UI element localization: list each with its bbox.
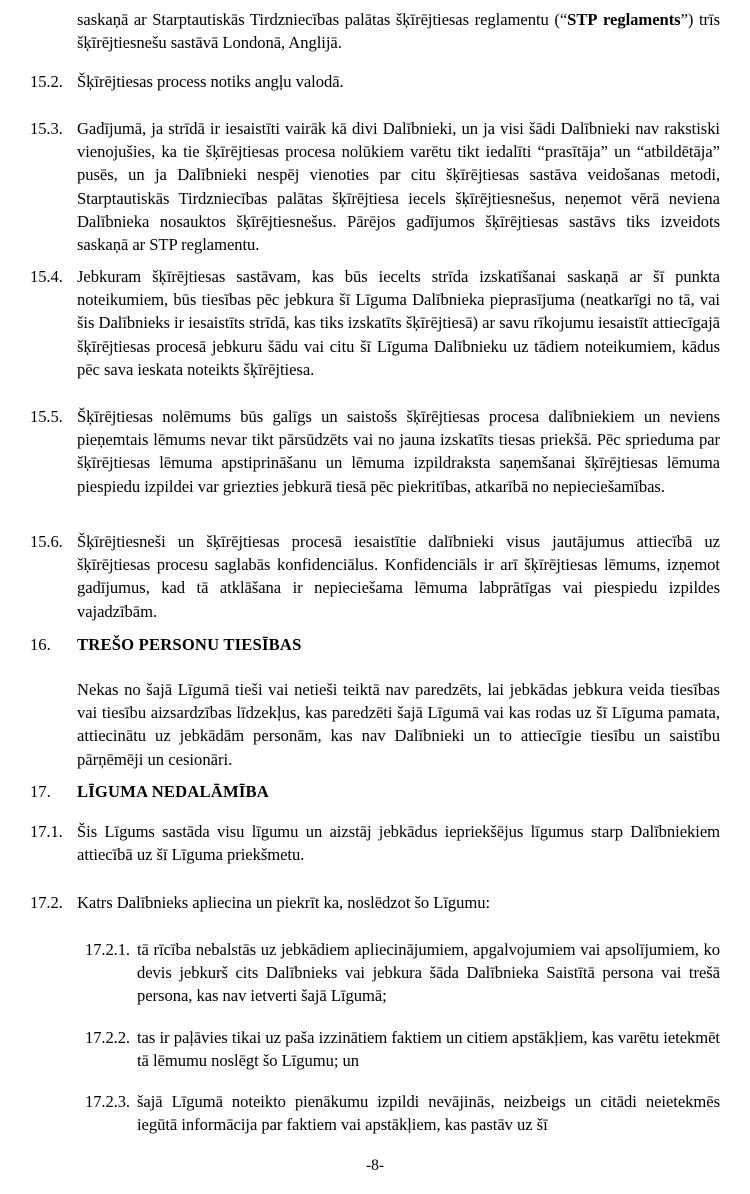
clause-17-2-2-number: 17.2.2. [85,1028,130,1047]
clause-15-5-number: 15.5. [30,407,63,426]
continuation-bold-reglaments: reglaments [603,10,681,29]
section-heading-17-title: LĪGUMA NEDALĀMĪBA [77,782,269,801]
continuation-lead: saskaņā ar Starptautiskās Tirdzniecības palātas šķīrējtiesas reglamentu (“ [77,10,568,29]
clause-17-2-1-number: 17.2.1. [85,940,130,959]
clause-15-3 [0,117,750,256]
clause-17-2-1 [0,938,750,1008]
clause-15-2 [0,70,750,93]
page-number: -8- [365,1157,385,1174]
clause-15-2-text: Šķīrējtiesas process notiks angļu valodā. [77,72,344,91]
clause-17-2 [0,891,750,914]
clause-17-1-number: 17.1. [30,822,63,841]
clause-17-1-text: Šis Līgums sastāda visu līgumu un aizstāj jebkādus iepriekšējus līgumus starp Dalībniekiem attiecībā uz šī Līguma priekšmetu. [77,822,720,865]
clause-15-3-number: 15.3. [30,119,63,138]
clause-15-3-text: Gadījumā, ja strīdā ir iesaistīti vairāk kā divi Dalībnieki, un ja visi šādi Dalībnieki nav rakstiski vienojušies, ka tie šķīrējtiesas procesa nolūkiem varētu tikt iedalīti “prasītāja” un “atbildētāja” pusēs, un ja Dalībnieki nespēj vienoties par citu šķīrējtiesas sastāva veidošanas metodi, Starptautiskās Tirdzniecības palātas šķīrējtiesa iecels šķīrējtiesnešus, neņemot vērā neviena Dalībnieka nosauktos šķīrējtiesnešus. Pārējos gadījumos šķīrējtiesas sastāvs tiks izveidots saskaņā ar STP reglamentu. [77,119,720,255]
clause-15-5-text: Šķīrējtiesas nolēmums būs galīgs un saistošs šķīrējtiesas procesa dalībniekiem un neviens pieņemtais lēmums nevar tikt pārsūdzēts vai no jauna izskatīts tiesas priekšā. Pēc sprieduma par šķīrējtiesas lēmuma apstiprināšanu un lēmuma izpildraksta saņemšanai šķīrējtiesas lēmuma piespiedu izpildei var griezties jebkurā tiesā pēc piekritības, atkarībā no nepieciešamības. [77,407,720,496]
section-heading-16-number: 16. [30,635,51,654]
section-16-body [0,678,750,771]
clause-15-6 [0,530,750,623]
continuation-tail: ”) trīs šķīrējtiesnešu sastāvā Londonā, Anglijā. [77,10,720,53]
clause-17-2-2 [0,1026,750,1072]
section-heading-16-title: TREŠO PERSONU TIESĪBAS [77,635,302,654]
paragraph-continuation-text [77,8,720,54]
clause-15-4-text: Jebkuram šķīrējtiesas sastāvam, kas būs iecelts strīda izskatīšanai saskaņā ar šī punkta noteikumiem, būs tiesības pēc jebkura šī Līguma Dalībnieka pieprasījuma (neatkarīgi no tā, vai šis Dalībnieks ir iesaistīts strīdā, kas tiks izskatīts šķīrējtiesā) ar savu rīkojumu iesaistīt attiecīgajā šķīrējtiesas procesā jebkuru šādu vai citu šī Līguma Dalībnieku uz tādiem noteikumiem, kādus pēc sava ieskata noteikts šķīrējtiesa. [77,267,720,379]
clause-17-2-3 [0,1090,750,1136]
clause-15-6-number: 15.6. [30,532,63,551]
clause-15-4-number: 15.4. [30,267,63,286]
clause-15-2-number: 15.2. [30,72,63,91]
section-heading-16 [0,633,750,656]
clause-17-2-3-number: 17.2.3. [85,1092,130,1111]
clause-17-2-2-text: tas ir paļāvies tikai uz paša izzinātiem faktiem un citiem apstākļiem, kas varētu ietekmēt tā lēmumu noslēgt šo Līgumu; un [137,1028,720,1071]
paragraph-continuation [0,8,750,54]
section-16-body-text: Nekas no šajā Līgumā tieši vai netieši teiktā nav paredzēts, lai jebkādas jebkura veida tiesības vai tiesību aizsardzības līdzekļus, kas paredzēti šajā Līgumā vai kas rodas uz šī Līguma pamata, attiecinātu uz jebkādām personām, kas nav Dalībnieki un to attiecīgie tiesību un saistību pārņēmēji un cesionāri. [77,680,720,769]
clause-17-2-3-text: šajā Līgumā noteikto pienākumu izpildi nevājinās, neizbeigs un citādi neietekmēs iegūtā informācija par faktiem vai apstākļiem, kas pastāv uz šī [137,1092,720,1135]
section-heading-17-number: 17. [30,782,51,801]
section-heading-17 [0,780,750,803]
clause-17-2-number: 17.2. [30,893,63,912]
clause-17-2-1-text: tā rīcība nebalstās uz jebkādiem apliecinājumiem, apgalvojumiem vai apsolījumiem, ko devis jebkurš cits Dalībnieks vai jebkura šāda Dalībnieka Saistītā persona vai trešā persona, kas nav ietverti šajā Līgumā; [137,940,720,1006]
clause-15-6-text: Šķīrējtiesneši un šķīrējtiesas procesā iesaistītie dalībnieki visus jautājumus attiecībā uz šķīrējtiesas procesu saglabās konfidenciālus. Konfidenciāls ir arī šķīrējtiesas lēmums, izņemot gadījumus, kad tā atklāšana ir nepieciešama lēmuma labprātīgas vai piespiedu izpildes vajadzībām. [77,532,720,621]
clause-17-2-text: Katrs Dalībnieks apliecina un piekrīt ka, noslēdzot šo Līgumu: [77,893,491,912]
continuation-bold-stp: STP [567,10,598,29]
clause-15-4 [0,265,750,381]
clause-15-5 [0,405,750,498]
clause-17-1 [0,820,750,866]
